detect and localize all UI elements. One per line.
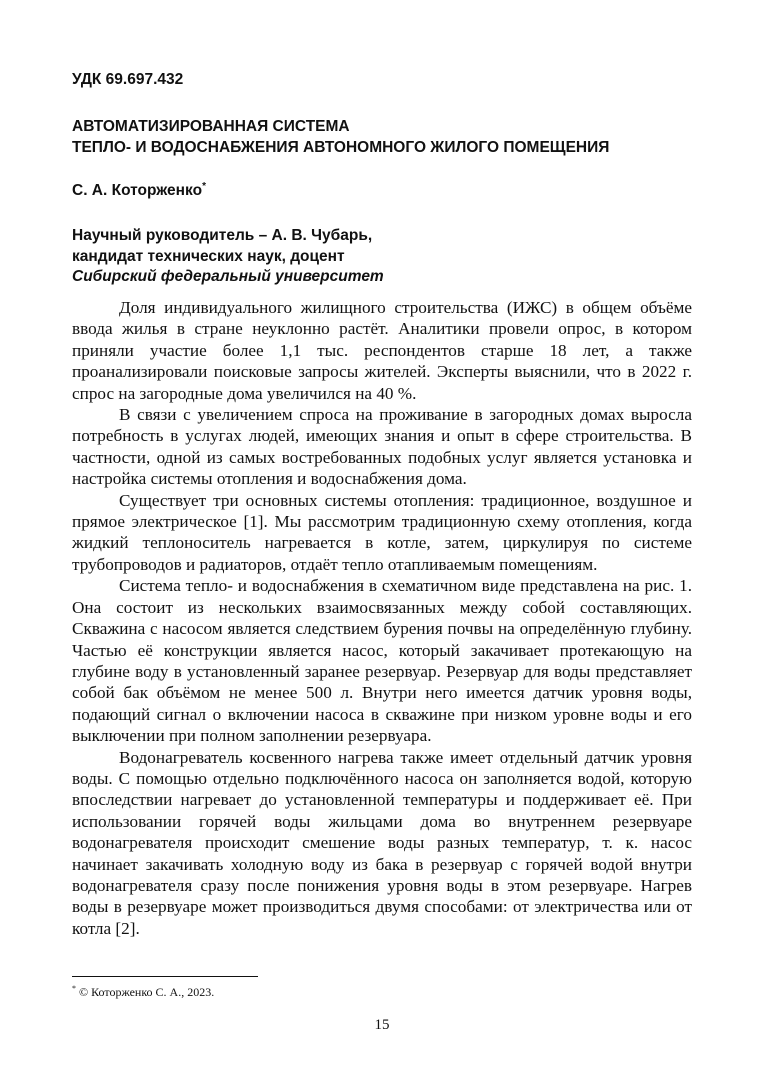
- footnote-divider: [72, 976, 258, 977]
- author-line: [72, 181, 206, 200]
- author-name: С. А. Которженко: [72, 182, 203, 200]
- body-text: [72, 297, 692, 939]
- advisor-line-2: кандидат технических наук, доцент: [72, 247, 345, 265]
- udk-code: УДК 69.697.432: [72, 71, 184, 88]
- university-name: Сибирский федеральный университет: [72, 268, 384, 285]
- author-footnote-mark: *: [202, 181, 206, 192]
- page-number: 15: [374, 1017, 390, 1033]
- advisor-block: [72, 226, 384, 288]
- title-line-1: АВТОМАТИЗИРОВАННАЯ СИСТЕМА: [72, 118, 350, 135]
- footnote-text: © Которженко С. А., 2023.: [76, 985, 215, 999]
- footnote: [72, 984, 214, 1000]
- title-line-2: ТЕПЛО- И ВОДОСНАБЖЕНИЯ АВТОНОМНОГО ЖИЛОГО ПОМЕЩЕНИЯ: [72, 138, 610, 156]
- paragraph: Водонагреватель косвенного нагрева также имеет отдельный датчик уровня воды. С помощью отдельно подключённого насоса он заполняется водой, которую впоследствии нагревает до установленной температуры и поддерживает её. При использовании горячей воды жильцами дома во внутреннем резервуаре водонагревателя происходит смешение воды разных температур, т. к. насос начинает закачивать холодную воду из бака в резервуар с горячей водой внутри водонагревателя сразу после понижения уровня воды в этом резервуаре. Нагрев воды в резервуаре может производиться двумя способами: от электричества или от котла [2].: [72, 747, 692, 938]
- paragraph: В связи с увеличением спроса на проживание в загородных домах выросла потребность в услугах людей, имеющих знания и опыт в сфере строительства. В частности, одной из самых востребованных подобных услуг является установка и настройка системы отопления и водоснабжения дома.: [72, 405, 692, 489]
- advisor-line-1: Научный руководитель – А. В. Чубарь,: [72, 227, 373, 244]
- paragraph: Существует три основных системы отопления: традиционное, воздушное и прямое электрическое [1]. Мы рассмотрим традиционную схему отопления, когда жидкий теплоноситель нагревается в котле, затем, циркулируя по системе трубопроводов и радиаторов, отдаёт тепло отапливаемым помещениям.: [72, 490, 692, 574]
- paragraph: Доля индивидуального жилищного строительства (ИЖС) в общем объёме ввода жилья в стране неуклонно растёт. Аналитики провели опрос, в котором приняли участие более 1,1 тыс. респондентов старше 18 лет, а также проанализировали поисковые запросы жителей. Эксперты выяснили, что в 2022 г. спрос на загородные дома увеличился на 40 %.: [72, 298, 692, 403]
- paragraph: Система тепло- и водоснабжения в схематичном виде представлена на рис. 1. Она состоит из нескольких взаимосвязанных между собой составляющих. Скважина с насосом является следствием бурения почвы на определённую глубину. Частью её конструкции является насос, который закачивает протекающую на глубине воду в установленный заранее резервуар. Резервуар для воды представляет собой бак объёмом не менее 500 л. Внутри него имеется датчик уровня воды, подающий сигнал о включении насоса в скважине при низком уровне воды и его выключении при полном заполнении резервуара.: [72, 576, 692, 746]
- footnote-mark: *: [72, 984, 76, 993]
- paper-title: [72, 117, 609, 158]
